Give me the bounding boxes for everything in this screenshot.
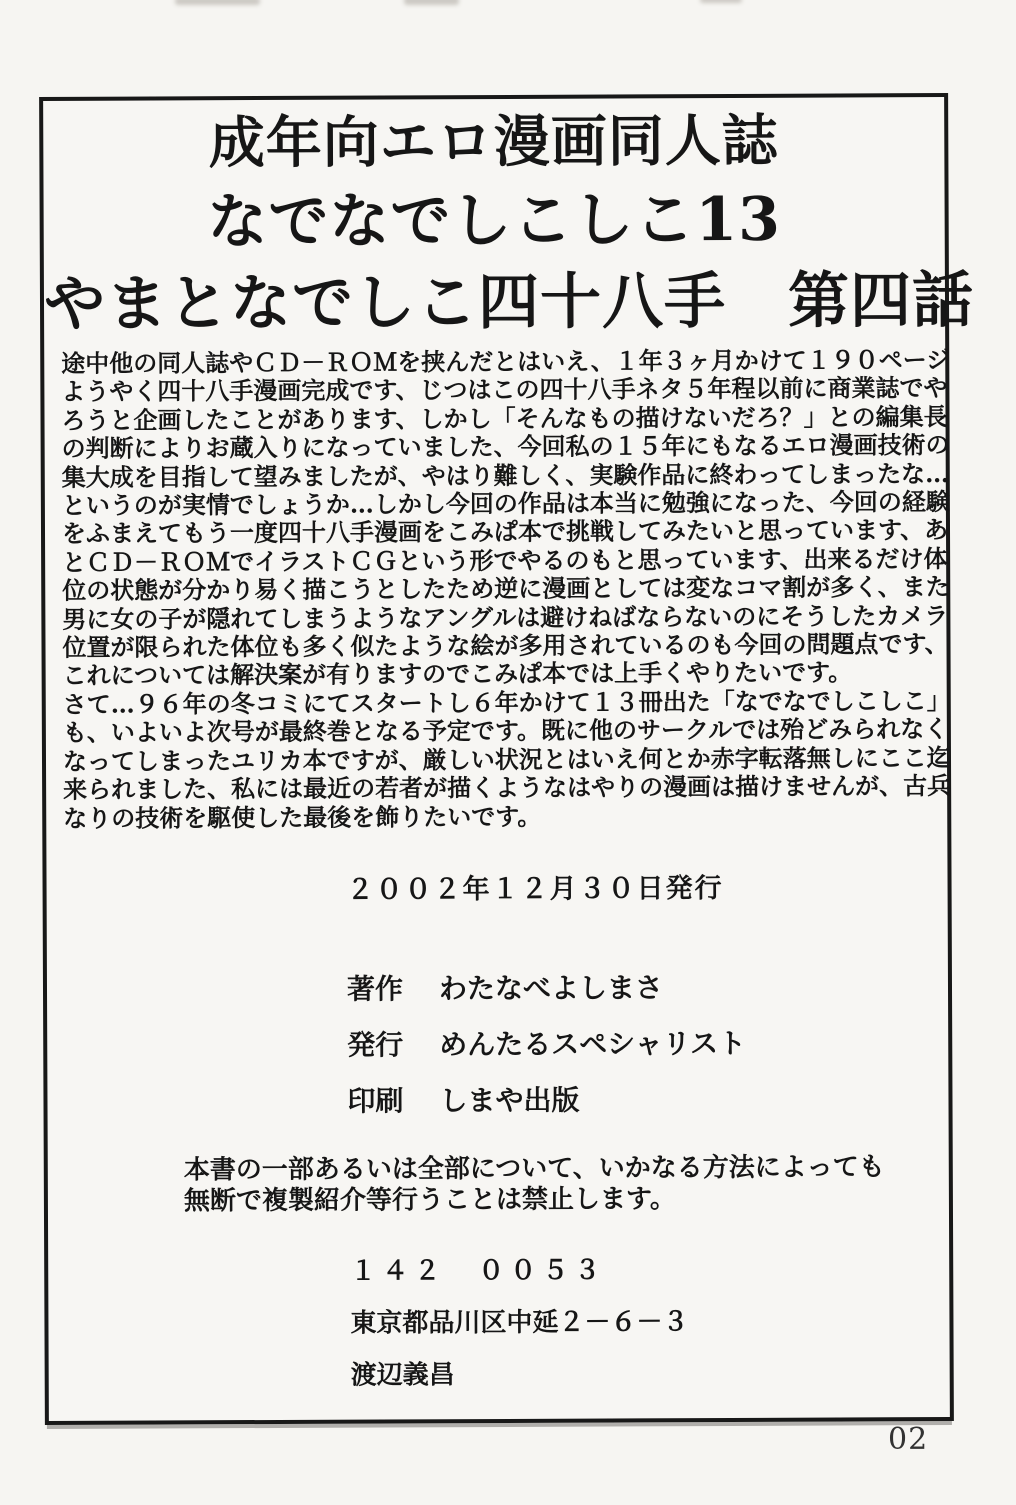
publication-date: ２００２年１２月３０日発行 bbox=[346, 873, 724, 906]
afterword-line: なりの技術を駆使した最後を飾りたいです。 bbox=[63, 801, 542, 833]
copyright-notice-line: 本書の一部あるいは全部について、いかなる方法によっても bbox=[183, 1152, 885, 1186]
afterword-line: ろうと企画したことがあります、しかし「そんなもの描けないだろ？」との編集長 bbox=[61, 401, 948, 435]
afterword-line: これについては解決案が有りますのでこみぱ本では上手くやりたいです。 bbox=[62, 657, 853, 691]
credit-role-label: 印刷 bbox=[347, 1084, 404, 1118]
scan-smudge bbox=[700, 0, 742, 3]
copyright-notice bbox=[184, 1152, 885, 1217]
colophon-border-box bbox=[39, 93, 975, 1425]
afterword-line: とＣＤ－ＲＯＭでイラストＣＧという形でやるのもと思っています、出来るだけ体 bbox=[62, 543, 948, 577]
address-block bbox=[350, 1256, 689, 1413]
publisher-person-name: 渡辺義昌 bbox=[350, 1360, 455, 1391]
credit-role-label: 著作 bbox=[346, 972, 404, 1006]
credit-role-label: 発行 bbox=[347, 1028, 404, 1062]
page-number: 02 bbox=[888, 1422, 929, 1457]
postal-code: １４２ ００５３ bbox=[350, 1255, 607, 1287]
afterword-line: というのが実情でしょうか…しかし今回の作品は本当に勉強になった、今回の経験 bbox=[61, 487, 950, 520]
afterword-line: なってしまったユリカ本ですが、厳しい状況とはいえ何とか赤字転落無しにここ迄 bbox=[62, 742, 951, 776]
book-title: なでなでしこしこ13 bbox=[207, 184, 782, 258]
credit-name: しまや出版 bbox=[439, 1083, 580, 1118]
afterword-line: 位置が限られた体位も多く似たような絵が多用されているのも今回の問題点です、 bbox=[62, 629, 949, 662]
scan-smudge bbox=[404, 0, 459, 5]
credit-row-printer bbox=[347, 1085, 746, 1117]
afterword-line: 集大成を目指して望みましたが、やはり難しく、実験作品に終わってしまったな… bbox=[61, 458, 950, 492]
copyright-notice-line: 無断で複製紹介等行うことは禁止します。 bbox=[183, 1184, 676, 1217]
afterword-line: 来られました、私には最近の若者が描くようなはやりの漫画は描けませんが、古兵 bbox=[63, 771, 952, 804]
series-category-title: 成年向エロ漫画同人誌 bbox=[208, 107, 779, 177]
afterword-line: 男に女の子が隠れてしまうようなアングルは避けねばならないのにそうしたカメラ bbox=[62, 600, 949, 634]
address-line: 東京都品川区中延２－６－３ bbox=[350, 1307, 689, 1339]
afterword-line: 位の状態が分かり易く描こうとしたため逆に漫画としては変なコマ割が多く、また bbox=[62, 572, 950, 606]
title-block bbox=[43, 101, 975, 347]
afterword-line: 途中他の同人誌やＣＤ－ＲＯＭを挟んだとはいえ、１年３ヶ月かけて１９０ページ bbox=[61, 345, 951, 378]
afterword-line: も、いよいよ次号が最終巻となる予定です。既に他のサークルでは殆どみられなく bbox=[62, 714, 949, 748]
credits-block bbox=[347, 973, 747, 1143]
scan-smudge bbox=[175, 0, 260, 5]
afterword-line: をふまえてもう一度四十八手漫画をこみぱ本で挑戦してみたいと思っています、あ bbox=[61, 515, 949, 549]
credit-name: めんたるスペシャリスト bbox=[439, 1026, 747, 1062]
credit-row-author bbox=[347, 973, 746, 1005]
afterword-line: さて…９６年の冬コミにてスタートし６年かけて１３冊出た「なでなでしこしこ」 bbox=[62, 685, 951, 719]
book-subtitle: やまとなでしこ四十八手 第四話 bbox=[43, 264, 975, 340]
afterword-text bbox=[61, 345, 952, 833]
credit-name: わたなべよしまさ bbox=[438, 971, 664, 1006]
afterword-line: ようやく四十八手漫画完成です、じつはこの四十八手ネタ５年程以前に商業誌でや bbox=[61, 373, 948, 407]
credit-row-publisher bbox=[347, 1026, 747, 1062]
afterword-line: の判断によりお蔵入りになっていました、今回私の１５年にもなるエロ漫画技術の bbox=[61, 430, 950, 464]
